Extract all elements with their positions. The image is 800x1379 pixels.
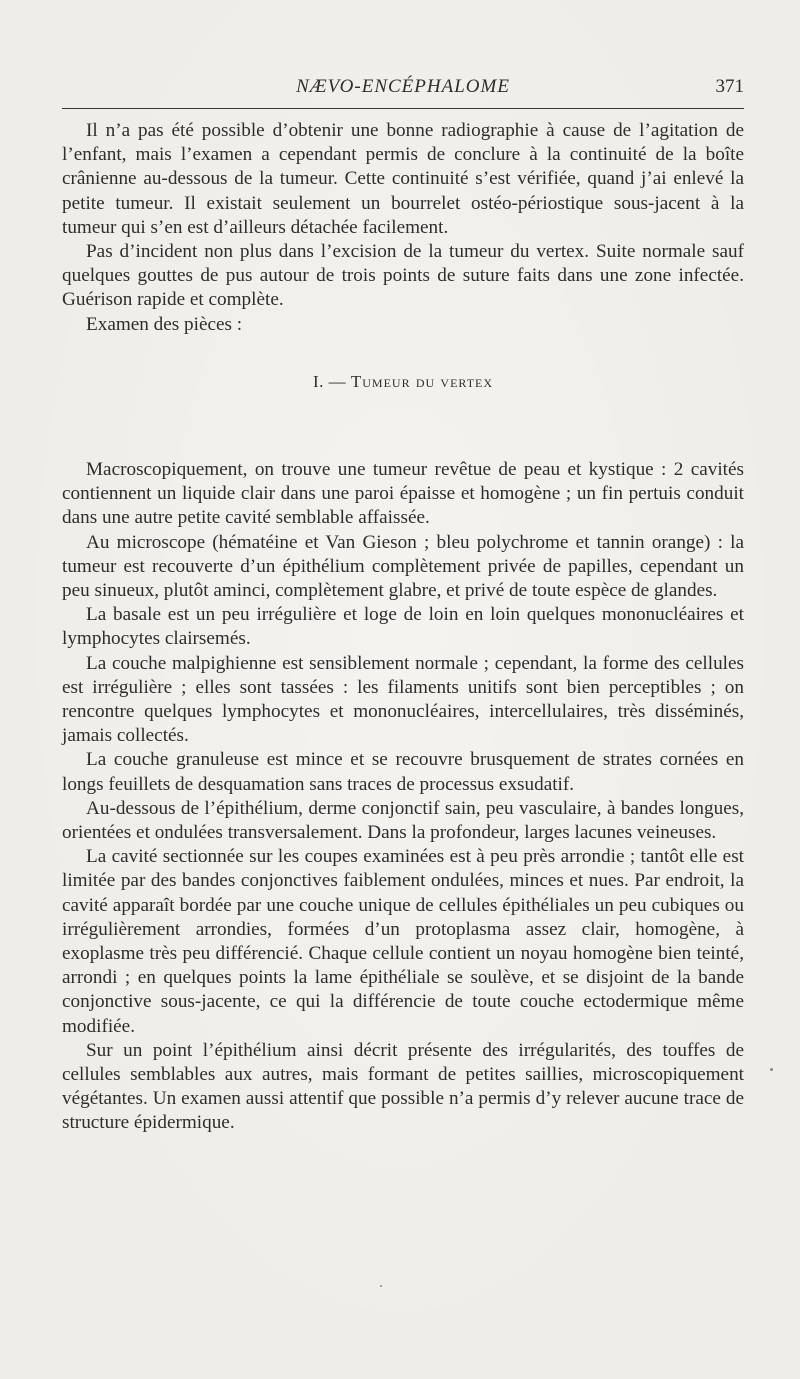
paragraph: La couche malpighienne est sensiblement normale ; cependant, la forme des cellules est irrégulière ; elles sont tassées : les filaments unitifs sont bien perceptibles ; on rencontre quelques lymphocytes et mononucléaires, intercellulaires, très disséminés, jamais collectés. (62, 652, 744, 747)
paragraph: Macroscopiquement, on trouve une tumeur revêtue de peau et kystique : 2 cavités contiennent un liquide clair dans une paroi épaisse et homogène ; un fin pertuis conduit dans une autre petite cavité semblable affaissée. (62, 459, 744, 529)
paragraph: Au-dessous de l’épithélium, derme conjonctif sain, peu vasculaire, à bandes longues, orientées et ondulées transversalement. Dans la profondeur, larges lacunes veineuses. (62, 797, 744, 844)
paragraph: Examen des pièces : (86, 313, 243, 335)
paragraph: Pas d’incident non plus dans l’excision de la tumeur du vertex. Suite normale sauf quelques gouttes de pus autour de trois points de suture faits dans une zone infectée. Guérison rapide et complète. (62, 241, 744, 311)
section-number: I. — (312, 372, 347, 391)
intro-text (62, 119, 744, 337)
page-header (62, 76, 744, 106)
paper-speck (380, 1285, 382, 1287)
page-number: 371 (715, 76, 744, 97)
running-title: NÆVO-ENCÉPHALOME (296, 76, 510, 97)
section-title: Tumeur du vertex (350, 372, 494, 391)
paper-speck (770, 1068, 773, 1071)
section-text (62, 458, 744, 1136)
paragraph: Sur un point l’épithélium ainsi décrit présente des irrégularités, des touffes de cellules semblables aux autres, mais formant de petites saillies, microscopiquement végétantes. Un examen aussi attentif que possible n’a permis d’y relever aucune trace de structure épidermique. (62, 1039, 744, 1134)
paragraph: Il n’a pas été possible d’obtenir une bonne radiographie à cause de l’agitation de l’enfant, mais l’examen a cependant permis de conclure à la continuité de la boîte crânienne au-dessous de la tumeur. Cette continuité s’est vérifiée, quand j’ai enlevé la petite tumeur. Il existait seulement un bourrelet ostéo-périostique sous-jacent à la tumeur qui s’en est d’ailleurs détachée facilement. (62, 120, 744, 238)
paragraph: La cavité sectionnée sur les coupes examinées est à peu près arrondie ; tantôt elle est limitée par des bandes conjonctives faiblement ondulées, minces et nues. Par endroit, la cavité apparaît bordée par une couche unique de cellules épithéliales un peu cubiques ou irrégulièrement arrondies, formées d’un protoplasma assez clair, homogène, à exoplasme très peu différencié. Chaque cellule contient un noyau homogène bien teinté, arrondi ; en quelques points la lame épithéliale se soulève, et se disjoint de la bande conjonctive sous-jacente, ce qui la différencie de toute couche ectodermique même modifiée. (62, 846, 744, 1037)
section-heading (62, 372, 744, 392)
header-rule (62, 108, 744, 109)
paragraph: La basale est un peu irrégulière et loge de loin en loin quelques mononucléaires et lymphocytes clairsemés. (62, 604, 744, 650)
paragraph: La couche granuleuse est mince et se recouvre brusquement de strates cornées en longs feuillets de desquamation sans traces de processus exsudatif. (62, 749, 744, 795)
paragraph: Au microscope (hématéine et Van Gieson ; bleu polychrome et tannin orange) : la tumeur est recouverte d’un épithélium complètement privée de papilles, cependant un peu sinueux, plutôt aminci, complètement glabre, et privé de toute espèce de glandes. (62, 531, 744, 602)
